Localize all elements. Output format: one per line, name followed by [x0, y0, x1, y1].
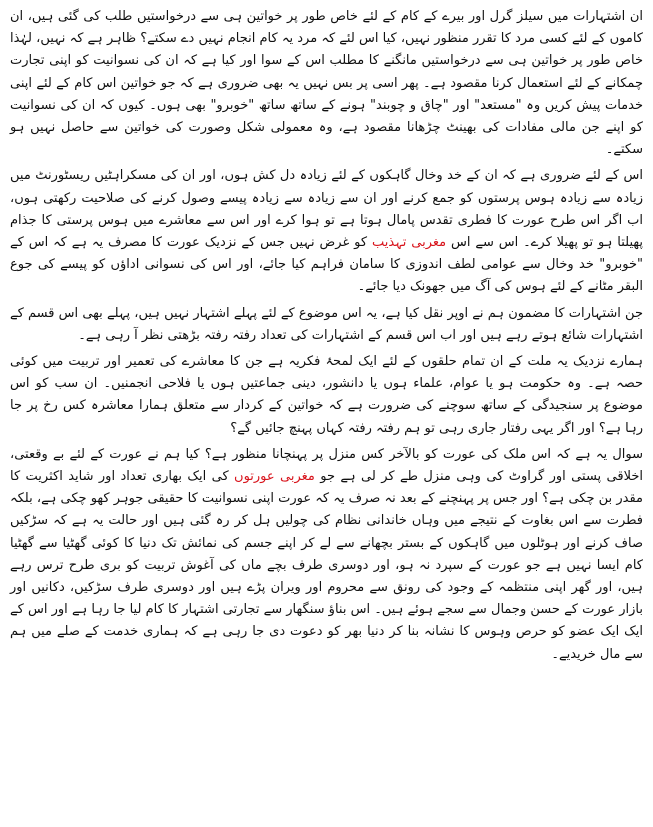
article-body — [10, 6, 643, 670]
paragraph-1-text: ان اشتہارات میں سیلز گرل اور بیرے کے کام کے لئے خاص طور پر خواتین ہی سے درخواستیں طلب کی گئی ہیں، ان کاموں کے لئے کسی مرد کا تقرر منظور نہیں، کیا اس لئے کہ مرد یہ کام انجام نہیں دے سکتے؟ ظاہر ہے کہ نہیں، لہٰذا خاص طور پر خواتین ہی سے درخواستیں مانگنے کا مطلب اس کے سوا اور کیا ہے کہ ان کی نسوانیت کو اپنی تجارت چمکانے کے لئے استعمال کرنا مقصود ہے۔ پھر اسی پر بس نہیں یہ بھی ضروری ہے کہ جو خواتین اس کام کے لئے اپنی خدمات پیش کریں وہ "مستعد" اور "چاق و چوبند" ہونے کے ساتھ ساتھ "خوبرو" بھی ہوں۔ کیوں کہ ان کی نسوانیت کو اپنے جن مالی مفادات کی بھینٹ چڑھانا مقصود ہے، وہ معمولی شکل وصورت کی خواتین سے حاصل نہیں ہو سکتے۔ — [10, 9, 643, 158]
paragraph-2-text-start: اس کے لئے ضروری ہے کہ ان کے خد وخال گاہکوں کے لئے زیادہ دل کش ہوں، اور ان کی مسکراہٹیں ریسٹورنٹ میں زیادہ سے زیادہ ہوس پرستوں کو جمع کرنے اور ان سے زیادہ سے زیادہ پیسے وصول کرنے کی صلاحیت رکھتی ہوں، اب اگر اس طرح عورت کا فطری تقدس پامال ہوتا ہے تو ہوا کرے اور اس سے معاشرے میں ہوس پرستی کا جذام پھیلتا ہو تو پھیلا کرے۔ اس سے اس — [10, 168, 643, 251]
paragraph-2-text-end: کو غرض نہیں جس کے نزدیک عورت کا مصرف یہ ہے کہ اس کے "خوبرو" خد وخال سے عوامی لطف اندوزی کا سامان فراہم کیا جائے، اور اس کی نسوانی اداؤں کو پیسے کی جوع البقر مٹانے کے لئے ہوس کی آگ میں جھونک دیا جائے۔ — [10, 235, 643, 295]
paragraph-4-text: ہمارے نزدیک یہ ملت کے ان تمام حلقوں کے لئے ایک لمحۂ فکریہ ہے جن کا معاشرے کی تعمیر اور تربیت میں کوئی حصہ ہے۔ وہ حکومت ہو یا عوام، علماء ہوں یا دانشور، دینی جماعتیں ہوں یا فلاحی انجمنیں۔ ان سب کو اس موضوع پر سنجیدگی کے ساتھ سوچنے کی ضرورت ہے کہ خواتین کے کردار سے متعلق ہمارا معاشرہ کس رخ پر جا رہا ہے؟ اور اگر یہی رفتار جاری رہی تو ہم رفتہ رفتہ کہاں پہنچ جائیں گے؟ — [10, 354, 643, 436]
paragraph-5 — [10, 444, 643, 666]
paragraph-5-text-end: کی ایک بھاری تعداد اور شاید اکثریت کا مقدر بن چکی ہے؟ اور جس پر پہنچنے کے بعد نہ صرف یہ کہ عورت اپنی نسوانیت کا حقیقی جوہر کھو چکی ہے، بلکہ فطرت سے اس بغاوت کے نتیجے میں وہاں خاندانی نظام کی چولیں ہل کر رہ گئی ہیں اور حالت یہ ہے کہ سڑکیں صاف کرنے اور ہوٹلوں میں گاہکوں کے بستر بچھانے سے لے کر اپنے جسم کی نمائش تک دنیا کا کوئی گھٹیا سے گھٹیا کام ایسا نہیں ہے جو عورت کے سپرد نہ ہو، اور دوسری طرف بچے ماں کی آغوش تربیت کو بری طرح ترس رہے ہیں، اور گھر اپنی منتظمہ کے وجود کی رونق سے محروم اور ویران پڑے ہیں اور دوسری طرف سڑکیں، دکانیں اور بازار عورت کے حسن وجمال سے سجے ہوئے ہیں۔ اس بناؤ سنگھار سے تجارتی اشتہار کا کام لیا جا رہا ہے اور اس کے ایک ایک عضو کو حرص وہوس کا نشانہ بنا کر دنیا بھر کو دعوت دی جا رہی ہے کہ ہماری خدمت کے صلے میں ہم سے مال خریدیے۔ — [10, 469, 643, 662]
highlight-western-women: مغربی عورتوں — [234, 469, 315, 485]
paragraph-4 — [10, 351, 643, 440]
highlight-western-civilization: مغربی تہذیب — [371, 235, 447, 251]
paragraph-5-text-start: سوال یہ ہے کہ اس ملک کی عورت کو بالآخر کس منزل پر پہنچانا منظور ہے؟ کیا ہم نے عورت کے لئے بے وقعتی، اخلاقی پستی اور گراوٹ کی وہی منزل طے کر لی ہے جو — [10, 446, 644, 485]
paragraph-1 — [10, 6, 643, 161]
paragraph-2 — [10, 165, 643, 298]
paragraph-3 — [10, 303, 643, 347]
paragraph-3-text: جن اشتہارات کا مضمون ہم نے اوپر نقل کیا ہے، یہ اس موضوع کے لئے پہلے اشتہار نہیں ہیں، پہلے بھی اس قسم کے اشتہارات شائع ہوتے رہے ہیں اور اب اس قسم کے اشتہارات کی تعداد رفتہ رفتہ بڑھتی نظر آ رہی ہے۔ — [10, 305, 643, 343]
